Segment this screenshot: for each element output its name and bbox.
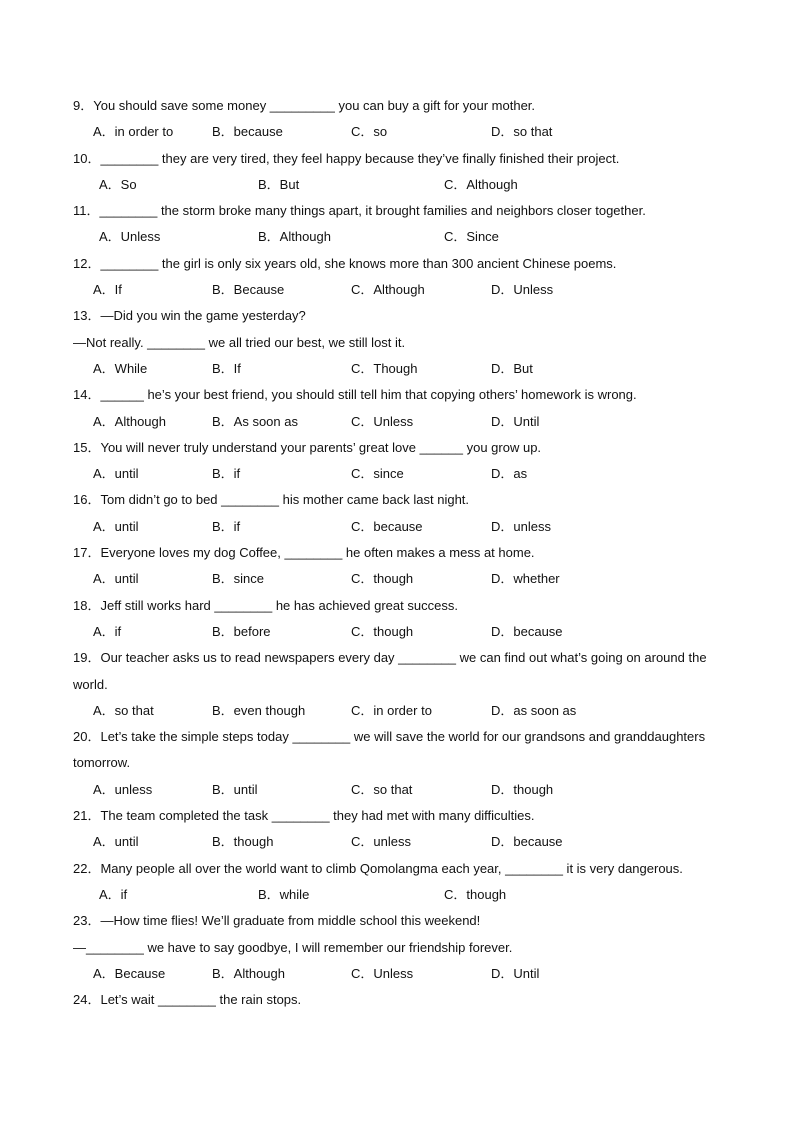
- answer-options: [73, 829, 733, 855]
- question-stem: 14．______ he’s your best friend, you should still tell him that copying others’ homework is wrong.: [73, 387, 637, 403]
- question-stem: 17．Everyone loves my dog Coffee, ________ he often makes a mess at home.: [73, 545, 535, 561]
- question-item: [73, 93, 733, 146]
- answer-options: [73, 619, 733, 645]
- question-stem: 11．________ the storm broke many things apart, it brought families and neighbors closer together.: [73, 203, 646, 219]
- answer-option[interactable]: A．unless: [93, 781, 153, 797]
- answer-option[interactable]: C．though: [351, 623, 414, 639]
- question-stem: 15．You will never truly understand your parents’ great love ______ you grow up.: [73, 439, 542, 455]
- answer-option[interactable]: B．even though: [212, 702, 306, 718]
- question-stem: 18．Jeff still works hard ________ he has achieved great success.: [73, 597, 458, 613]
- answer-option[interactable]: C．unless: [351, 834, 411, 850]
- question-item: [73, 908, 733, 987]
- answer-option[interactable]: C．so that: [351, 781, 413, 797]
- question-stem-continued: tomorrow.: [73, 755, 131, 771]
- answer-option[interactable]: C．Although: [444, 176, 518, 192]
- answer-options: [73, 119, 733, 145]
- answer-option[interactable]: C．Unless: [351, 413, 414, 429]
- question-item: [73, 198, 733, 251]
- answer-options: [73, 961, 733, 987]
- answer-options: [73, 882, 733, 908]
- answer-option[interactable]: B．Because: [212, 282, 285, 298]
- question-item: [73, 251, 733, 304]
- answer-option[interactable]: A．until: [93, 834, 139, 850]
- question-stem: 13．—Did you win the game yesterday?: [73, 308, 306, 324]
- question-item: [73, 593, 733, 646]
- answer-option[interactable]: A．Although: [93, 413, 166, 429]
- question-item: [73, 435, 733, 488]
- question-stem: 12．________ the girl is only six years old, she knows more than 300 ancient Chinese poems.: [73, 255, 617, 271]
- answer-option[interactable]: B．until: [212, 781, 258, 797]
- answer-options: [73, 356, 733, 382]
- question-stem: 10．________ they are very tired, they feel happy because they’ve finally finished their project.: [73, 150, 620, 166]
- question-stem-continued: —Not really. ________ we all tried our best, we still lost it.: [73, 334, 406, 350]
- question-stem: 16．Tom didn’t go to bed ________ his mother came back last night.: [73, 492, 470, 508]
- answer-options: [73, 777, 733, 803]
- question-item: [73, 146, 733, 199]
- answer-options: [73, 698, 733, 724]
- answer-option[interactable]: B．If: [212, 360, 241, 376]
- question-stem: 24．Let’s wait ________ the rain stops.: [73, 992, 302, 1008]
- question-stem: 9．You should save some money _________ you can buy a gift for your mother.: [73, 98, 536, 113]
- answer-options: [73, 172, 733, 198]
- answer-option[interactable]: D．Until: [491, 965, 540, 981]
- question-item: [73, 487, 733, 540]
- answer-option[interactable]: B．while: [258, 886, 310, 902]
- answer-option[interactable]: A．if: [93, 623, 122, 639]
- question-item: [73, 303, 733, 382]
- answer-option[interactable]: D．Until: [491, 413, 540, 429]
- answer-options: [73, 566, 733, 592]
- question-item: [73, 803, 733, 856]
- question-item: [73, 540, 733, 593]
- answer-option[interactable]: B．As soon as: [212, 413, 298, 429]
- answer-option[interactable]: C．Since: [444, 229, 499, 245]
- answer-option[interactable]: D．Unless: [491, 282, 554, 298]
- answer-option[interactable]: D．whether: [491, 571, 560, 587]
- answer-option[interactable]: D．because: [491, 834, 563, 850]
- answer-option[interactable]: B．before: [212, 623, 271, 639]
- answer-option[interactable]: B．Although: [212, 965, 285, 981]
- question-item: [73, 724, 733, 803]
- answer-option[interactable]: D．as: [491, 466, 528, 482]
- answer-options: [73, 514, 733, 540]
- answer-option[interactable]: B．But: [258, 176, 300, 192]
- question-stem: 22．Many people all over the world want to climb Qomolangma each year, ________ it is very dangerous.: [73, 860, 683, 876]
- answer-option[interactable]: D．But: [491, 360, 533, 376]
- answer-option[interactable]: D．so that: [491, 124, 553, 140]
- answer-option[interactable]: C．though: [444, 886, 507, 902]
- question-item: [73, 645, 733, 724]
- answer-option[interactable]: C．Though: [351, 360, 418, 376]
- answer-option[interactable]: C．in order to: [351, 702, 432, 718]
- answer-option[interactable]: B．Although: [258, 229, 331, 245]
- answer-option[interactable]: D．unless: [491, 518, 551, 534]
- answer-option[interactable]: C．Although: [351, 282, 425, 298]
- question-stem: 19．Our teacher asks us to read newspapers every day ________ we can find out what’s going on around the: [73, 650, 707, 666]
- answer-option[interactable]: A．So: [99, 176, 137, 192]
- question-item: [73, 856, 733, 909]
- answer-options: [73, 277, 733, 303]
- answer-option[interactable]: B．though: [212, 834, 274, 850]
- answer-options: [73, 409, 733, 435]
- answer-option[interactable]: D．though: [491, 781, 554, 797]
- answer-option[interactable]: A．until: [93, 518, 139, 534]
- answer-option[interactable]: A．so that: [93, 702, 154, 718]
- answer-option[interactable]: B．if: [212, 466, 241, 482]
- question-item: [73, 987, 733, 1013]
- answer-option[interactable]: C．since: [351, 466, 404, 482]
- question-stem: 20．Let’s take the simple steps today ________ we will save the world for our grandsons and granddaughters: [73, 729, 706, 745]
- answer-option[interactable]: D．as soon as: [491, 702, 577, 718]
- answer-option[interactable]: C．Unless: [351, 965, 414, 981]
- answer-options: [73, 461, 733, 487]
- answer-option[interactable]: C．because: [351, 518, 423, 534]
- question-stem: 21．The team completed the task ________ they had met with many difficulties.: [73, 808, 535, 824]
- answer-option[interactable]: A．if: [99, 886, 128, 902]
- answer-options: [73, 224, 733, 250]
- answer-option[interactable]: C．though: [351, 571, 414, 587]
- question-list: [73, 93, 733, 1013]
- answer-option[interactable]: A．until: [93, 571, 139, 587]
- answer-option[interactable]: A．While: [93, 360, 148, 376]
- question-item: [73, 382, 733, 435]
- answer-option[interactable]: A．until: [93, 466, 139, 482]
- answer-option[interactable]: B．if: [212, 518, 241, 534]
- answer-option[interactable]: A．Unless: [99, 229, 161, 245]
- answer-option[interactable]: C．so: [351, 124, 388, 140]
- answer-option[interactable]: D．because: [491, 623, 563, 639]
- question-stem: 23．—How time flies! We’ll graduate from middle school this weekend!: [73, 913, 481, 929]
- answer-option[interactable]: A．Because: [93, 965, 166, 981]
- answer-option[interactable]: A．in order to: [93, 124, 174, 140]
- question-stem-continued: —________ we have to say goodbye, I will remember our friendship forever.: [73, 939, 513, 955]
- question-stem-continued: world.: [73, 676, 108, 692]
- answer-option[interactable]: B．since: [212, 571, 265, 587]
- answer-option[interactable]: A．If: [93, 282, 122, 298]
- answer-option[interactable]: B．because: [212, 124, 283, 140]
